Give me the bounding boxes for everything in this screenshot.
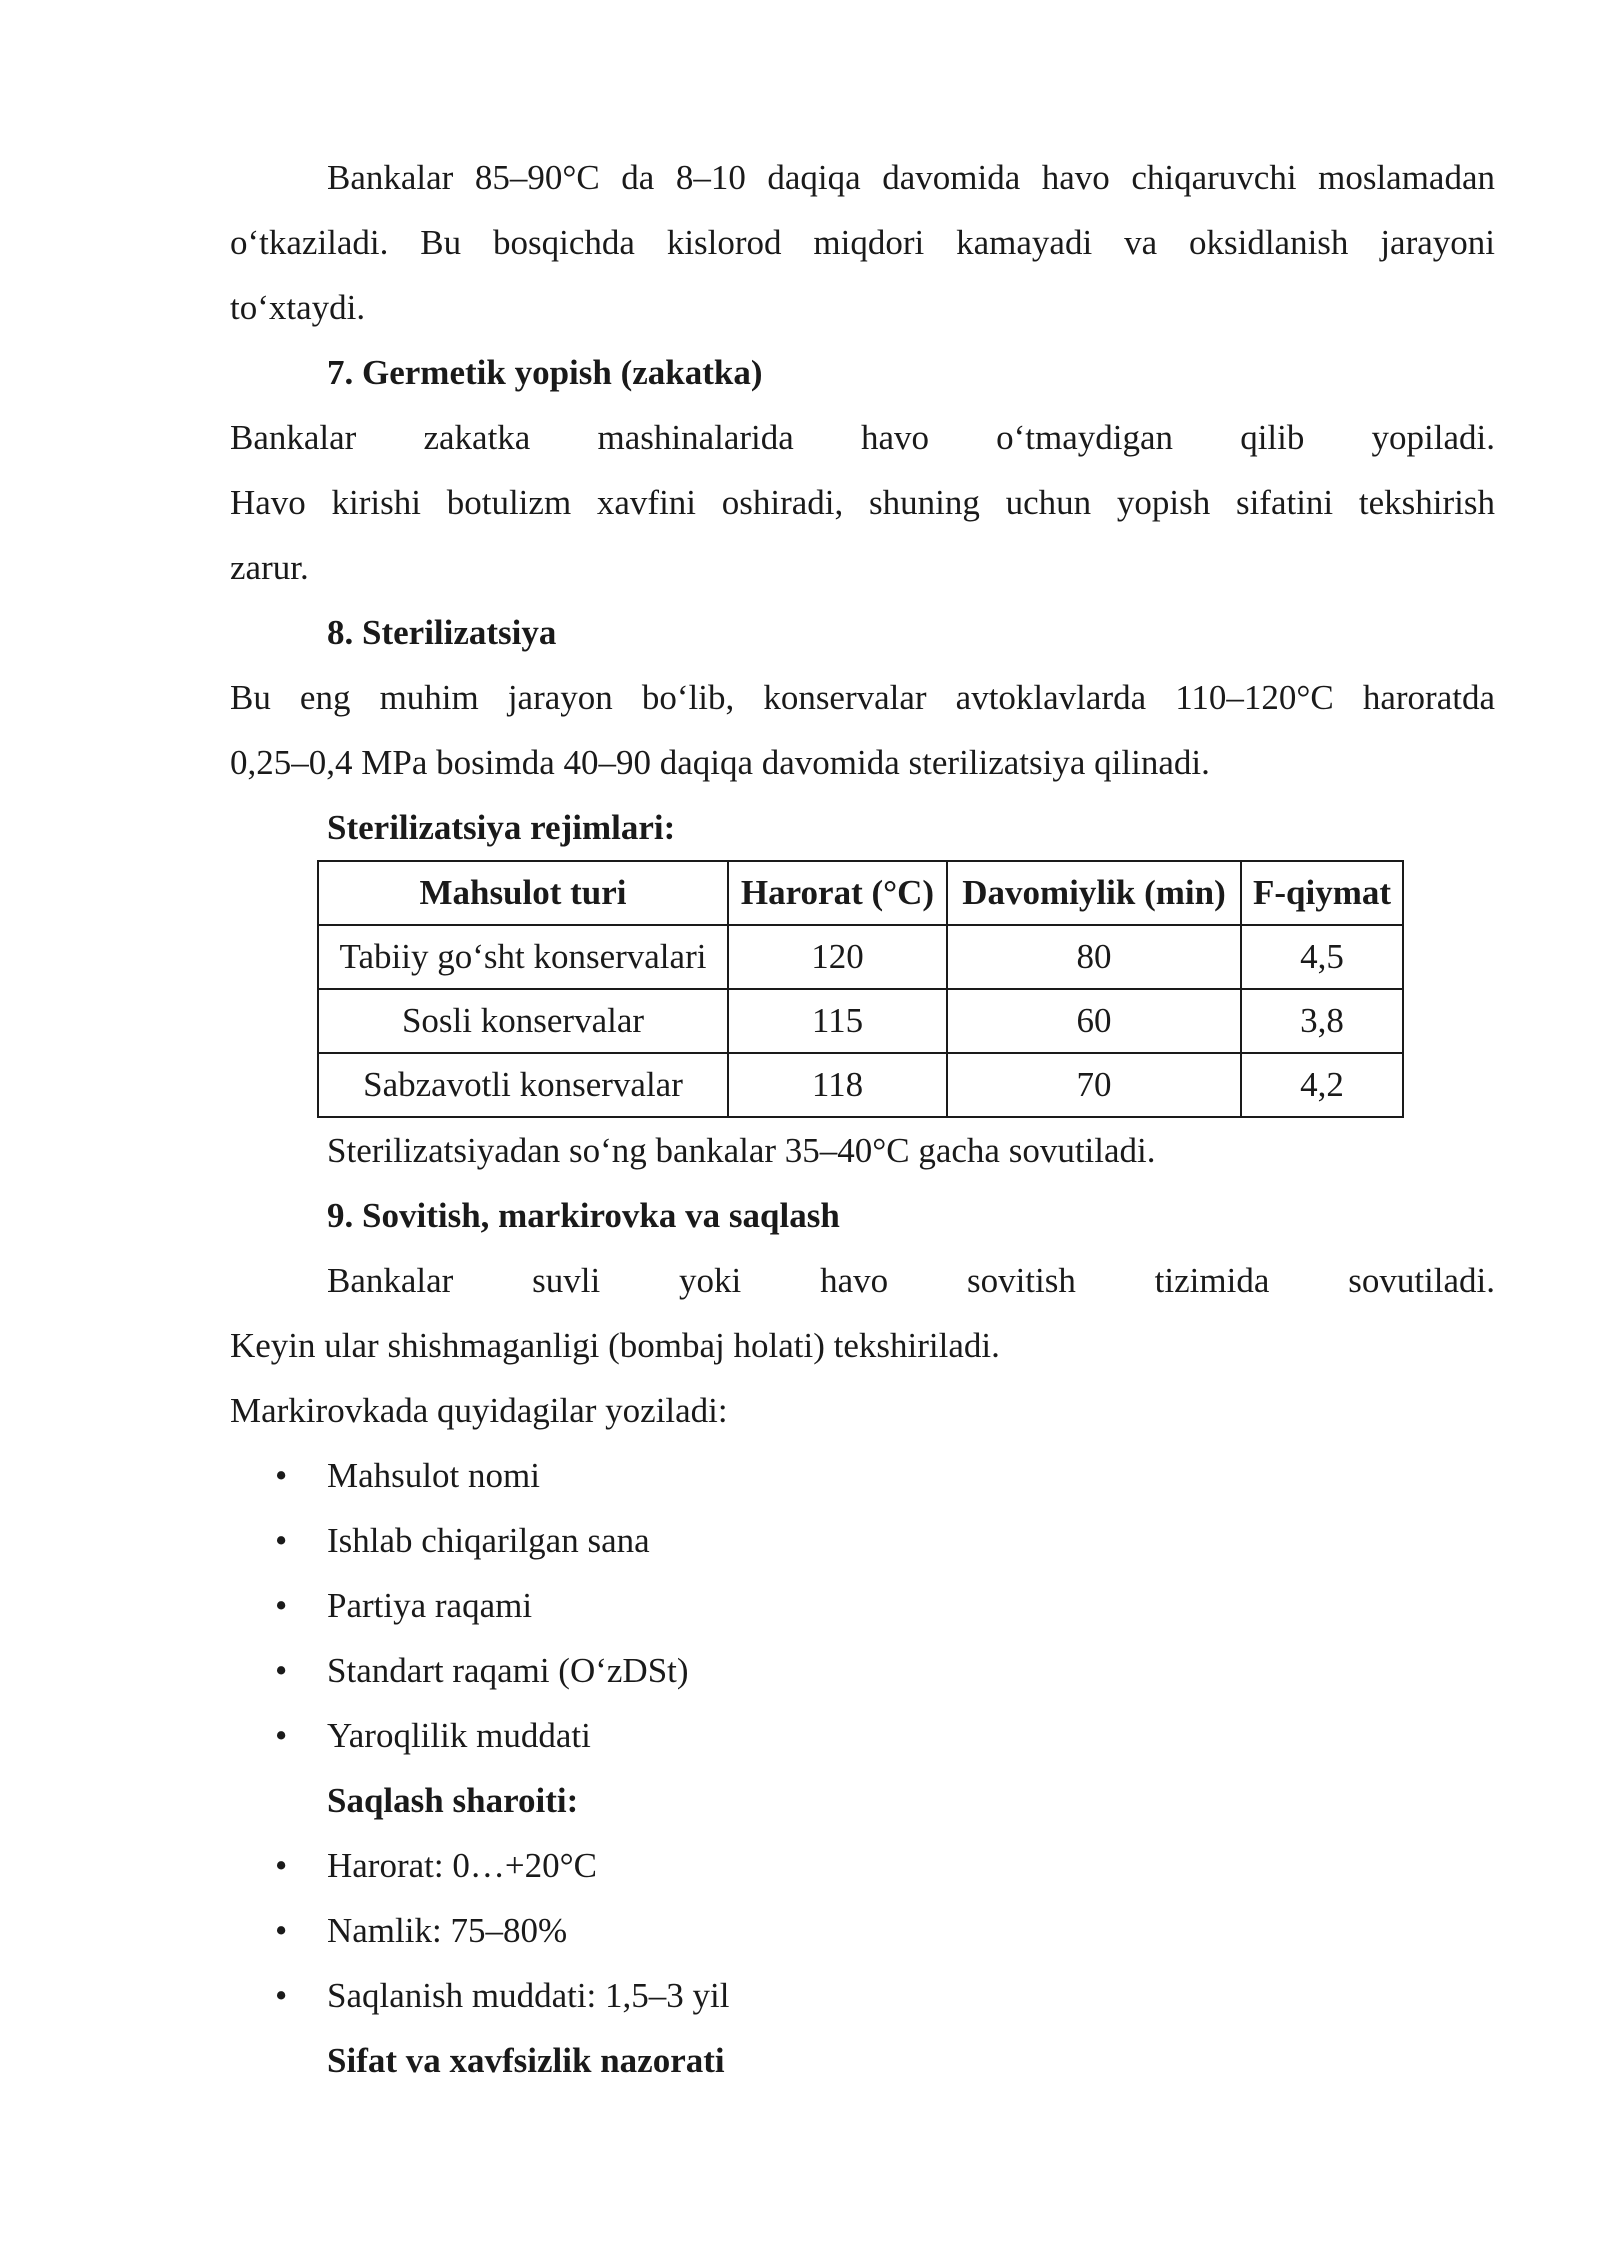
table-cell: 118 [728, 1053, 947, 1117]
paragraph-line: Bu eng muhim jarayon bo‘lib, konservalar avtoklavlarda 110–120°C haroratda [230, 678, 1495, 717]
table-header: Davomiylik (min) [947, 861, 1241, 925]
storage-title: Saqlash sharoiti: [327, 1781, 579, 1820]
list-item-text: Mahsulot nomi [327, 1456, 540, 1495]
list-item-text: Standart raqami (O‘zDSt) [327, 1651, 689, 1690]
list-item [230, 1443, 1495, 1508]
bullet-icon: • [275, 1846, 288, 1885]
bullet-icon: • [275, 1976, 288, 2015]
bullet-icon: • [275, 1521, 288, 1560]
list-item-text: Namlik: 75–80% [327, 1911, 568, 1950]
table-cell: Sabzavotli konservalar [318, 1053, 728, 1117]
sterilization-table [317, 860, 1404, 1118]
table-header-row [318, 861, 1403, 925]
table-cell: 3,8 [1241, 989, 1403, 1053]
list-item-text: Partiya raqami [327, 1586, 533, 1625]
section-heading-9: 9. Sovitish, markirovka va saqlash [327, 1196, 840, 1235]
document-content [230, 145, 1495, 2093]
paragraph-line: 0,25–0,4 MPa bosimda 40–90 daqiqa davomida sterilizatsiya qilinadi. [230, 743, 1210, 782]
marking-intro: Markirovkada quyidagilar yoziladi: [230, 1391, 728, 1430]
bullet-icon: • [275, 1716, 288, 1755]
table-cell: 80 [947, 925, 1241, 989]
table-cell: 70 [947, 1053, 1241, 1117]
paragraph-line: Bankalar suvli yoki havo sovitish tizimida sovutiladi. [327, 1261, 1495, 1300]
bullet-icon: • [275, 1456, 288, 1495]
bullet-icon: • [275, 1651, 288, 1690]
paragraph-line: Bankalar zakatka mashinalarida havo o‘tmaydigan qilib yopiladi. [230, 418, 1495, 457]
table-cell: 60 [947, 989, 1241, 1053]
section-heading-7: 7. Germetik yopish (zakatka) [327, 353, 763, 392]
section-heading-8: 8. Sterilizatsiya [327, 613, 557, 652]
list-item [230, 1573, 1495, 1638]
list-item-text: Yaroqlilik muddati [327, 1716, 591, 1755]
table-cell: Sosli konservalar [318, 989, 728, 1053]
paragraph-line: zarur. [230, 548, 309, 587]
table-header: F-qiymat [1241, 861, 1403, 925]
bullet-icon: • [275, 1911, 288, 1950]
list-item [230, 1638, 1495, 1703]
list-item [230, 1833, 1495, 1898]
list-item-text: Ishlab chiqarilgan sana [327, 1521, 650, 1560]
quality-title: Sifat va xavfsizlik nazorati [327, 2041, 725, 2080]
table-header: Harorat (°C) [728, 861, 947, 925]
table-cell: 4,5 [1241, 925, 1403, 989]
list-item [230, 1898, 1495, 1963]
paragraph-line: Keyin ular shishmaganligi (bombaj holati) tekshiriladi. [230, 1326, 1000, 1365]
table-row [318, 1053, 1403, 1117]
paragraph-line: Havo kirishi botulizm xavfini oshiradi, shuning uchun yopish sifatini tekshirish [230, 483, 1495, 522]
storage-list [230, 1833, 1495, 2028]
list-item-text: Saqlanish muddati: 1,5–3 yil [327, 1976, 730, 2015]
regimes-title: Sterilizatsiya rejimlari: [327, 808, 676, 847]
paragraph-line: to‘xtaydi. [230, 288, 366, 327]
list-item-text: Harorat: 0…+20°C [327, 1846, 597, 1885]
table-cell: 120 [728, 925, 947, 989]
marking-list [230, 1443, 1495, 1768]
list-item [230, 1508, 1495, 1573]
table-header: Mahsulot turi [318, 861, 728, 925]
bullet-icon: • [275, 1586, 288, 1625]
paragraph-line: Bankalar 85–90°C da 8–10 daqiqa davomida havo chiqaruvchi moslamadan [327, 158, 1495, 197]
after-table-text: Sterilizatsiyadan so‘ng bankalar 35–40°C gacha sovutiladi. [327, 1131, 1156, 1170]
table-cell: 115 [728, 989, 947, 1053]
paragraph-line: o‘tkaziladi. Bu bosqichda kislorod miqdori kamayadi va oksidlanish jarayoni [230, 223, 1495, 262]
list-item [230, 1703, 1495, 1768]
table-cell: 4,2 [1241, 1053, 1403, 1117]
table-row [318, 925, 1403, 989]
list-item [230, 1963, 1495, 2028]
table-cell: Tabiiy go‘sht konservalari [318, 925, 728, 989]
table-row [318, 989, 1403, 1053]
